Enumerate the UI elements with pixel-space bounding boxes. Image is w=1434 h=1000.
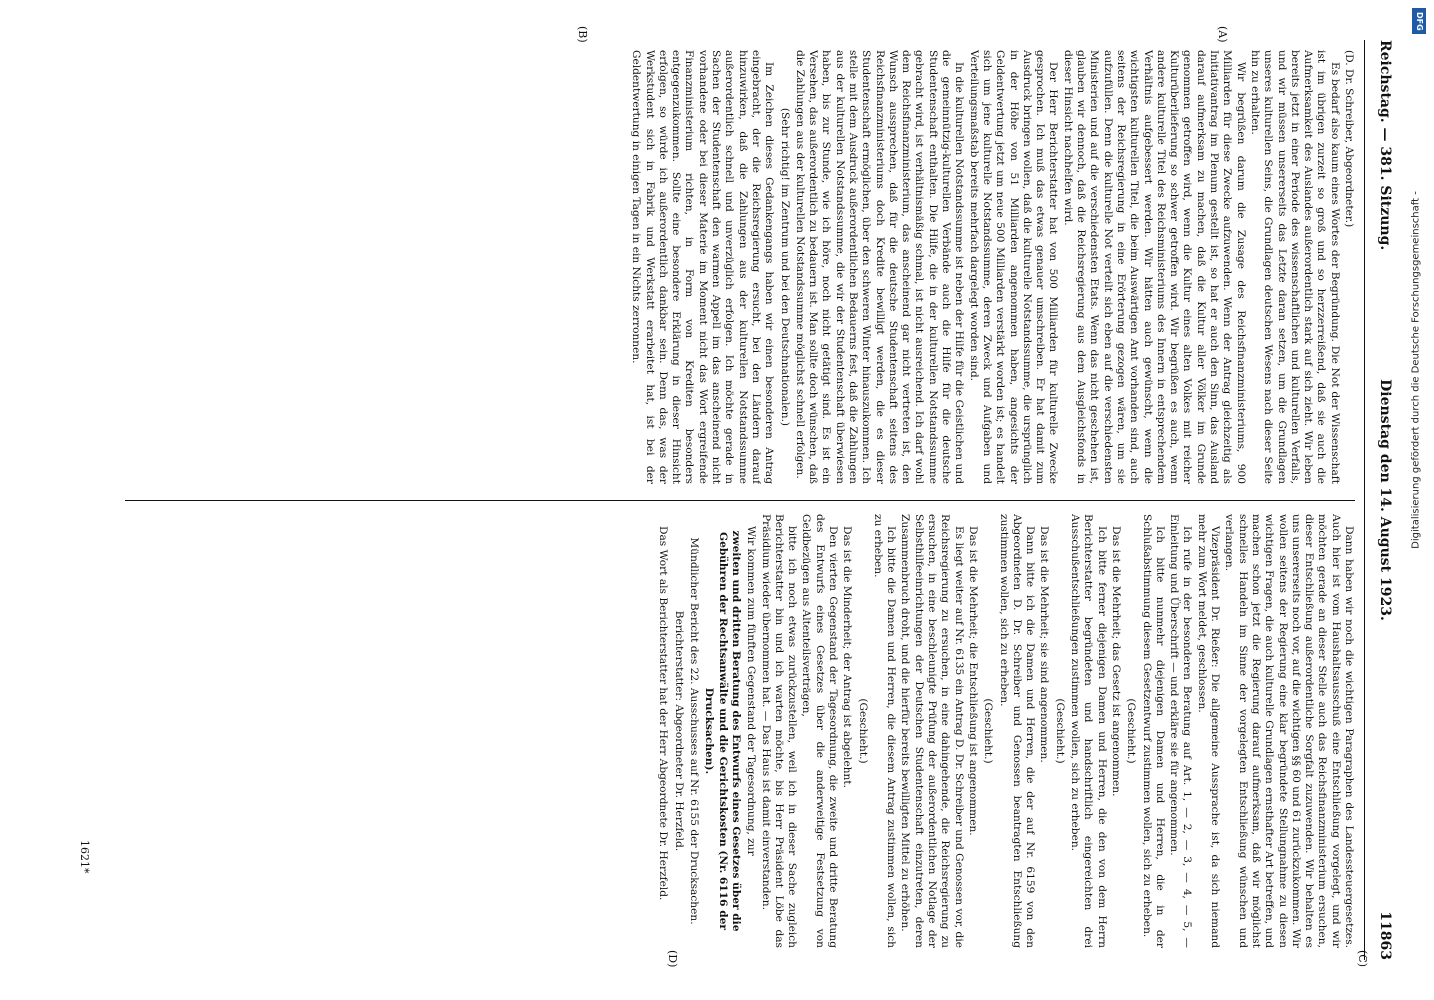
document-page — [25, 20, 1409, 980]
paragraph: Wir kommen zum fünften Gegenstand der Tagesordnung, zur — [745, 526, 758, 856]
side-credit — [1404, 10, 1428, 990]
stage-note: (Geschieht.) — [982, 698, 995, 764]
paragraph: Berichterstatter: Abgeordneter Dr. Herzfeld. — [672, 610, 685, 852]
paragraph: Das ist die Mehrheit; sie sind angenommen. — [1038, 526, 1051, 763]
page-footnote: 1621* — [78, 840, 91, 874]
side-credit-text: Digitalisierung gefördert durch die Deutsche Forschungsgemeinschaft - — [1410, 191, 1422, 549]
paragraph: Ich rufe in der besonderen Beratung auf Art. 1, — 2, — 3, — 4, — 5, — Einleitung und Überschrift — und erkläre sie für angenommen. — [1168, 514, 1194, 948]
column-divider — [125, 500, 1355, 501]
marker-b: (B) — [576, 26, 589, 43]
paragraph: Wir begrüßen darum die Zusage des Reichsfinanzministeriums, 900 Milliarden für diese Zwecke aufzuwenden. Wenn der Antrag gleichzeitig als Initiativantrag im Plenum gestellt ist, so hat er auch den Sinn, das Ausland darauf aufmerksam zu machen, daß die Kultur aller Völker im Grunde genommen getroffen wird, wenn die Kultur eines alten Volkes mit reicher Kulturüberlieferung so schwer getroffen wird. Wir begrüßen es auch, wenn andere kulturelle Titel des Reichsministeriums des Innern in entsprechendem Verhältnis aufgebessert werden. Wir hätten auch gewünscht, wenn die wichtigsten kulturellen Titel, die beim Auswärtigen Amt vorhanden sind, auch seitens der Reichsregierung in eine Erörterung gezogen wären, um sie aufzufüllen. Denn die kulturelle Not verteilt sich eben auf die verschiedensten Ministerien und auf die verschiedensten Etats. Wenn das nicht geschehen ist, glauben wir dennoch, daß die Reichsregierung aus dem Ausgleichsfonds in dieser Hinsicht nachhelfen wird. — [1061, 50, 1247, 484]
stage-note: (Geschieht.) — [1125, 698, 1138, 764]
paragraph: bitte ich noch etwas zurückzustellen, weil ich in dieser Sache zugleich Berichterstatter bin und ich warten möchte, bis Herr Präsident Löbe das Präsidium wieder übernommen hat. — Das Haus ist damit einverstanden. — [759, 514, 799, 948]
paragraph: Ich bitte nunmehr diejenigen Damen und Herren, die in der Schlußabstimmung diesem Gesetzentwurf zustimmen wollen, sich zu erheben. — [1140, 514, 1166, 948]
paragraph: Dann haben wir noch die wichtigen Paragraphen des Landessteuergesetzes. Auch hier ist vom Haushaltsausschuß eine Entschließung vorgelegt, und wir möchten gerade an dieser Stelle auch das Reichsfinanzministerium ersuchen, dieser Entschließung außerordentliche Sorgfalt zuzuwenden. Wir behalten es uns unsererseits noch vor, auf die wichtigen §§ 60 und 61 zurückzukommen. Wir wollen seitens der Regierung eine klar begründete Stellungnahme zu diesen wichtigen Fragen, die auch kulturelle Grundlagen ernsthafter Art betreffen, und machen schon jetzt die Regierung darauf aufmerksam, daß wir möglichst schnelles Handeln im Sinne der vorgelegten Entschließung wünschen und verlangen. — [1223, 514, 1355, 948]
paragraph: Im Zeichen dieses Gedankengangs haben wir einen besonderen Antrag eingebracht, der die Reichsregierung ersucht, bei den Ländern darauf hinzuwirken, daß die Zahlungen aus der kulturellen Notstandssumme außerordentlich schnell und unverzüglich erfolgen. Ich möchte gerade in Sachen der Studentenschaft den warmen Appell im das anscheinend nicht vorhandene oder bei dieser Materie im Moment nicht das Wort ergreifende Finanzministerium richten, in Form von Krediten besonders entgegenzukommen. Sollte eine besondere Erklärung in dieser Hinsicht erfolgen, so würde ich außerordentlich dankbar sein. Denn das, was der Werkstudent sich in Fabrik und Werkstatt erarbeitet hat, ist bei der Geldentwertung in einigen Tagen in ein Nichts zerronnen. — [630, 50, 776, 484]
page-header — [1369, 40, 1393, 960]
stage-note: (Geschieht.) — [1053, 698, 1066, 764]
paragraph: Es bedarf also kaum eines Wortes der Begründung. Die Not der Wissenschaft ist im übrigen zurzeit so groß und so herzzerreißend, daß sie auch die Aufmerksamkeit des Auslandes außerordentlich stark auf sich zieht. Wir leben bereits jetzt in einer Periode des wissenschaftlichen und kulturellen Verfalls, und wir müssen unsererseits das Letzte daran setzen, um die Grundlagen unseres kulturellen Seins, die Grundlagen deutschen Wesens nach dieser Seite hin zu erhalten. — [1248, 50, 1341, 484]
paragraph: Ich bitte ferner diejenigen Damen und Herren, die den von dem Herrn Berichterstatter begründeten und handschriftlich eingereichten drei Ausschußentschließungen zustimmen wollen, sich zu erheben. — [1069, 514, 1108, 948]
left-column — [125, 50, 1355, 484]
stage-note: (Geschieht.) — [856, 698, 869, 764]
interjection: (Sehr richtig! im Zentrum und bei den Deutschnationalen.) — [778, 107, 791, 427]
paragraph: Ich bitte die Damen und Herren, die diesem Antrag zustimmen wollen, sich zu erheben. — [871, 514, 898, 948]
paragraph: Der Herr Berichterstatter hat von 500 Milliarden für kulturelle Zwecke gesprochen. Ich muß das etwas genauer umschreiben. Er hat damit zum Ausdruck bringen wollen, daß die kulturelle Notstandssumme, die ursprünglich in der Höhe von 51 Milliarden angenommen haben, angesichts der Geldentwertung jetzt um neue 500 Milliarden verstärkt worden ist; es handelt sich um jene kulturelle Notstandssumme, deren Zweck und Aufgaben und Verteilungsmaßstab bereits mehrfach dargelegt worden sind. — [967, 50, 1060, 484]
agenda-item: zweiten und dritten Beratung des Entwurfs eines Gesetzes über die Gebühren der Rechtsanwälte und die Gerichtskosten (Nr. 6116 der Drucksachen). — [703, 530, 742, 932]
paragraph: In die kulturellen Notstandssumme ist neben der Hilfe für die Geistlichen und die gemeinnützig-kulturellen Verbände auch die Hilfe für die deutsche Studentenschaft enthalten. Die Hilfe, die in der kulturellen Notstandssumme gebracht wird, ist verhältnismäßig schmal, ist nicht ausreichend. Ich darf wohl dem Reichsfinanzministerium, das anscheinend gar nicht vertreten ist, den Wunsch aussprechen, daß für die deutsche Studentenschaft seitens des Reichsfinanzministeriums doch Kredite bewilligt werden, die es dieser Studentenschaft ermöglichen, über den schweren Winter hinauszukommen. Ich stelle mit dem Ausdruck außerordentlichen Bedauerns fest, daß die Zahlungen aus der kulturellen Notstandssumme, die wir der Studentenschaft überwiesen haben, bis zur Stunde, wie ich höre, noch nicht getätigt sind. Es ist ein Versehen, das außerordentlich zu bedauern ist. Man sollte doch wünschen, daß die Zahlungen aus der kulturellen Notstandssumme möglichst schnell erfolgen. — [793, 50, 966, 484]
marker-d: (D) — [666, 950, 679, 968]
paragraph: Vizepräsident Dr. Rießer: Die allgemeine Aussprache ist, da sich niemand mehr zum Wort meldet, geschlossen. — [1195, 514, 1222, 948]
header-rule — [1364, 40, 1365, 960]
speaker-line: (D. Dr. Schreiber, Abgeordneter.) — [1343, 50, 1355, 228]
paragraph: Es liegt weiter auf Nr. 6135 ein Antrag D. Dr. Schreiber und Genossen vor, die Reichsregierung zu ersuchen, in eine dahingehende, die Reichsregierung zu ersuchen, in eine beschleunigte Prüfung der außerordentlichen Notlage der Selbsthilfeeinrichtungen der Deutschen Studentenschaft einzutreten, deren Zusammenbruch droht, und die hierfür bereits bewilligten Mittel zu erhöhen. — [899, 514, 965, 948]
right-column — [125, 514, 1355, 948]
paragraph: Das Wort als Berichterstatter hat der Herr Abgeordnete Dr. Herzfeld. — [657, 526, 670, 901]
dfg-logo: DFG — [1412, 8, 1426, 34]
header-left: Reichstag. — 381. Sitzung. — [1377, 40, 1393, 251]
marker-c: (C) — [1356, 950, 1369, 967]
paragraph: Das ist die Mehrheit; das Gesetz ist angenommen. — [1109, 526, 1122, 797]
paragraph: Das ist die Minderheit; der Antrag ist abgelehnt. — [841, 526, 854, 788]
header-date: Dienstag den 14. August 1923. — [1377, 379, 1393, 621]
paragraph: Den vierten Gegenstand der Tagesordnung, die zweite und dritte Beratung des Entwurfs eines Gesetzes über die anderweitige Festsetzung von Geldbezügen aus Altenteilsverträgen, — [800, 514, 840, 948]
paragraph: Dann bitte ich die Damen und Herren, die der auf Nr. 6159 von den Abgeordneten D. Dr. Schreiber und Genossen beantragten Entschließung zustimmen wollen, sich zu erheben. — [997, 514, 1037, 948]
paragraph: Mündlicher Bericht des 22. Ausschusses auf Nr. 6155 der Drucksachen. — [688, 537, 701, 925]
marker-a: (A) — [1216, 26, 1229, 43]
page-number: 11863 — [1377, 911, 1393, 960]
paragraph: Das ist die Mehrheit; die Entschließung ist angenommen. — [966, 526, 979, 836]
